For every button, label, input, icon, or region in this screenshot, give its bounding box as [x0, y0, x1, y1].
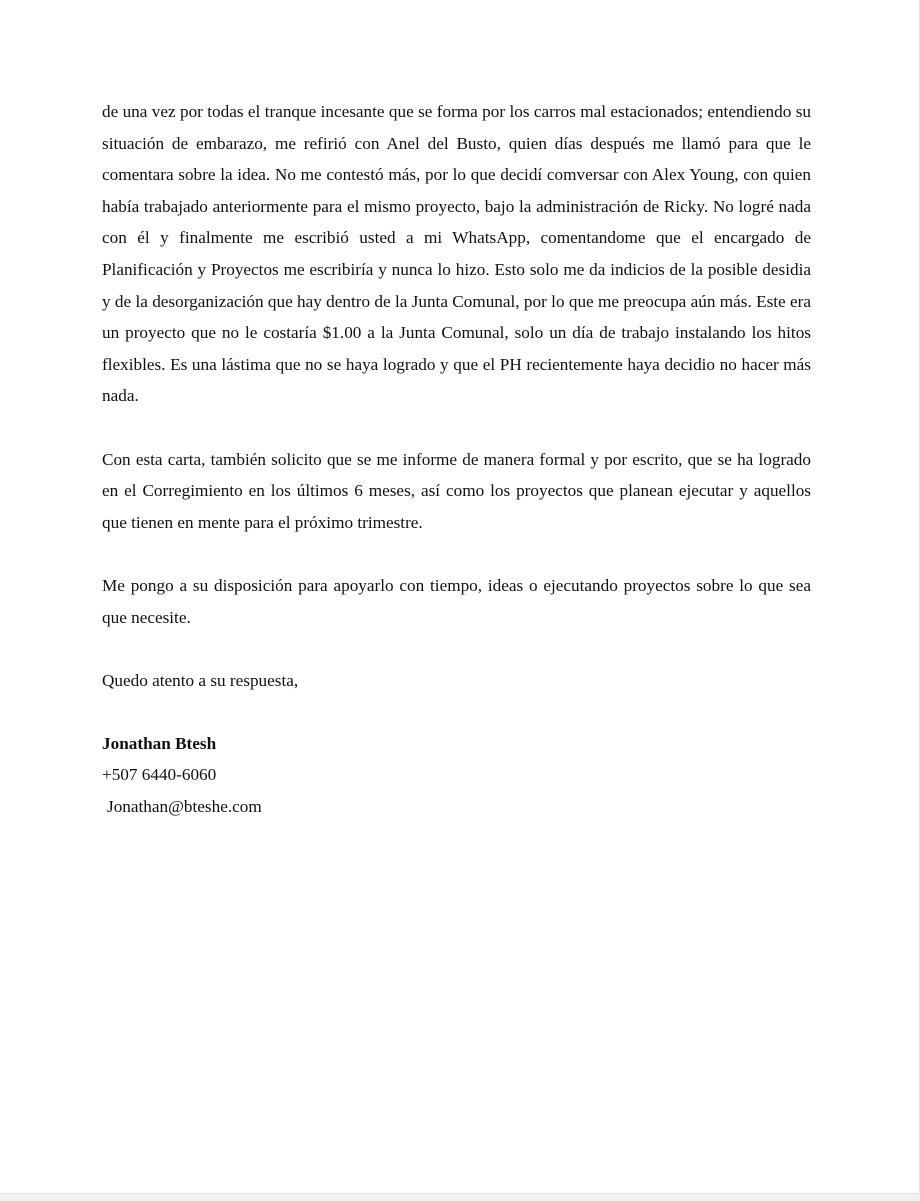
signature-name: Jonathan Btesh: [102, 733, 217, 753]
paragraph-spacer: [102, 633, 811, 665]
paragraph-spacer: [102, 696, 811, 728]
letter-closing: Quedo atento a su respuesta,: [102, 670, 299, 690]
letter-body: [102, 96, 811, 823]
signature-phone: +507 6440-6060: [102, 765, 217, 785]
letter-paragraph-2: Con esta carta, también solicito que se me informe de manera formal y por escrito, que se ha logrado en el Corregimiento en los últimos 6 meses, así como los proyectos que planean ejecutar y aquellos que tienen en mente para el próximo trimestre.: [102, 449, 811, 532]
letter-paragraph-3: Me pongo a su disposición para apoyarlo con tiempo, ideas o ejecutando proyectos sobre lo que sea que necesite.: [102, 575, 811, 627]
paragraph-spacer: [102, 538, 811, 570]
signature-block: [102, 728, 811, 823]
signature-email: Jonathan@bteshe.com: [107, 797, 262, 817]
letter-paragraph-1: de una vez por todas el tranque incesante que se forma por los carros mal estacionados; entendiendo su situación de embarazo, me refirió con Anel del Busto, quien días después me llamó para que le comentara sobre la idea. No me contestó más, por lo que decidí comversar con Alex Young, con quien había trabajado anteriormente para el mismo proyecto, bajo la administración de Ricky. No logré nada con él y finalmente me escribió usted a mi WhatsApp, comentandome que el encargado de Planificación y Proyectos me escribiría y nunca lo hizo. Esto solo me da indicios de la posible desidia y de la desorganización que hay dentro de la Junta Comunal, por lo que me preocupa aún más. Este era un proyecto que no le costaría $1.00 a la Junta Comunal, solo un día de trabajo instalando los hitos flexibles. Es una lástima que no se haya logrado y que el PH recientemente haya decidio no hacer más nada.: [102, 102, 811, 406]
paragraph-spacer: [102, 412, 811, 444]
